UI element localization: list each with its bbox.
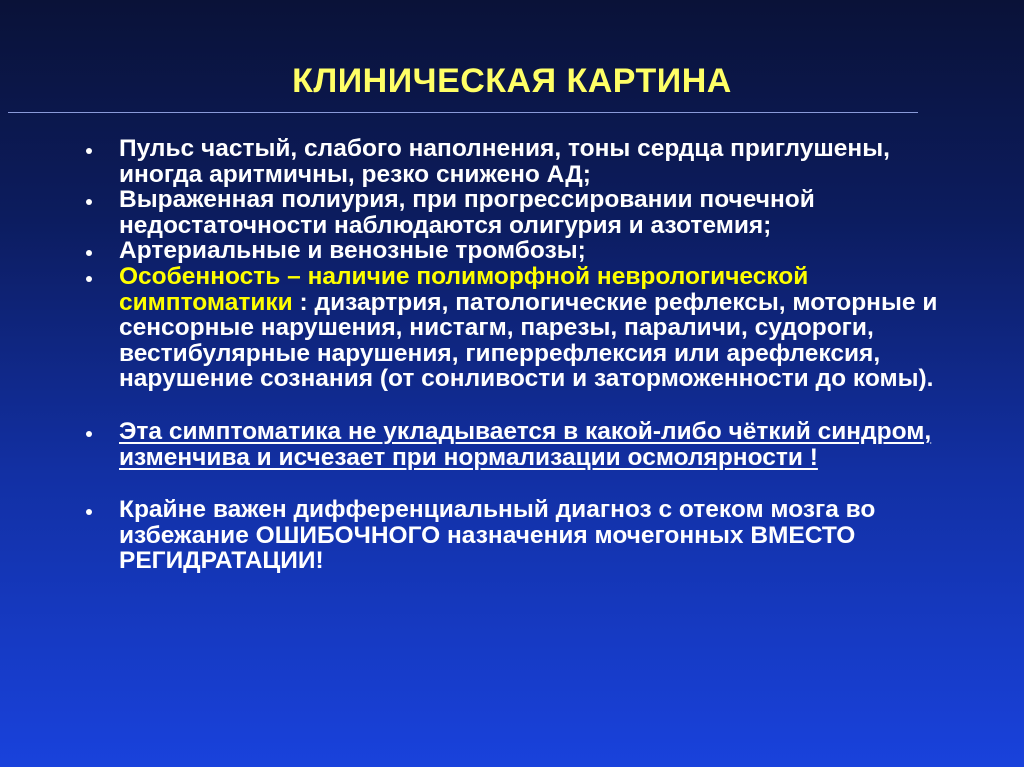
bullet-list <box>86 136 946 574</box>
bullet-dot-icon <box>86 431 92 437</box>
bullet-thrombosis <box>86 238 946 264</box>
bullet-differential-diagnosis <box>86 497 946 574</box>
bullet-highlight-text: Особенность – наличие полиморфной неврологической симптоматики <box>119 262 809 316</box>
bullet-text: Пульс частый, слабого наполнения, тоны сердца приглушены, иногда аритмичны, резко снижено АД; <box>119 135 890 188</box>
bullet-polyuria <box>86 187 946 238</box>
bullet-underlined-text: Эта симптоматика не укладывается в какой-либо чёткий синдром, изменчива и исчезает при нормализации осмолярности ! <box>119 417 932 471</box>
bullet-symptomatics-note <box>86 419 946 470</box>
bullet-dot-icon <box>86 509 92 515</box>
bullet-dot-icon <box>86 250 92 256</box>
bullet-dot-icon <box>86 276 92 282</box>
bullet-pulse <box>86 136 946 187</box>
bullet-text: Крайне важен дифференциальный диагноз с отеком мозга во избежание ОШИБОЧНОГО назначения мочегонных ВМЕСТО РЕГИДРАТАЦИИ! <box>119 496 876 575</box>
title-divider <box>8 112 918 113</box>
slide-title: КЛИНИЧЕСКАЯ КАРТИНА <box>292 62 732 100</box>
bullet-text: Выраженная полиурия, при прогрессировании почечной недостаточности наблюдаются олигурия и азотемия; <box>119 186 815 239</box>
bullet-text: Артериальные и венозные тромбозы; <box>119 237 586 265</box>
bullet-dot-icon <box>86 148 92 154</box>
bullet-text: : дизартрия, патологические рефлексы, моторные и сенсорные нарушения, нистагм, парезы, параличи, судороги, вестибулярные нарушения, гиперрефлексия или арефлексия, нарушение сознания (от сонливости и заторможенности до комы). <box>119 288 938 393</box>
bullet-dot-icon <box>86 199 92 205</box>
bullet-neurological <box>86 264 946 392</box>
